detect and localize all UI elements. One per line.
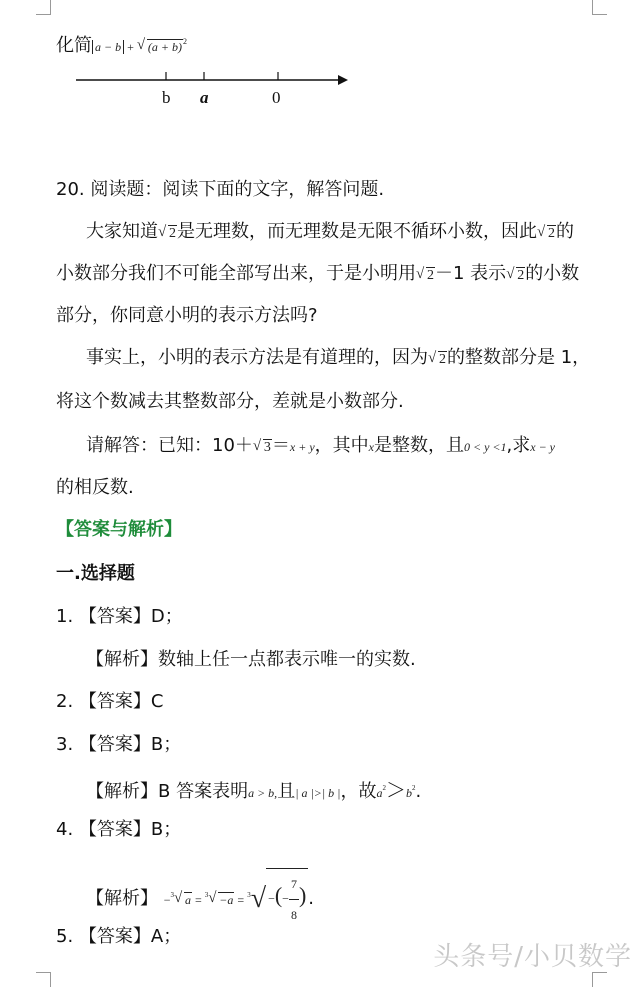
q20-para-5: 将这个数减去其整数部分，差就是小数部分. bbox=[56, 391, 404, 412]
q19-sqrt: √ (a + b) bbox=[136, 37, 182, 54]
q20-p6-d: 是整数，且 bbox=[373, 435, 464, 456]
a3-gt: ＞ bbox=[385, 778, 406, 802]
q20-p6-c: ，其中 bbox=[314, 435, 369, 456]
q20-title: 20. 阅读题：阅读下面的文字，解答问题. bbox=[56, 179, 385, 200]
a4-radicand-1: a bbox=[185, 893, 192, 907]
number-line-label-b: b bbox=[162, 88, 171, 107]
q20-p6-range: 0 < y <1 bbox=[463, 440, 507, 454]
a3-end: . bbox=[415, 781, 422, 802]
a4-fraction-num: 7 bbox=[289, 869, 299, 900]
sqrt2-radicand: 2 bbox=[439, 352, 446, 367]
sqrt2-radicand: 2 bbox=[427, 268, 434, 283]
answer-4: 4. 【答案】B； bbox=[56, 819, 182, 840]
a4-radicand-2: −a bbox=[219, 893, 234, 907]
sqrt2-radicand: 2 bbox=[169, 226, 176, 241]
a4-exp: 【解析】 bbox=[86, 888, 158, 909]
corner-mark-bottom-right bbox=[592, 972, 607, 987]
answer-4-explanation bbox=[86, 868, 314, 930]
a4-big-root: √ bbox=[250, 883, 267, 914]
q20-p1-c: 的 bbox=[556, 221, 574, 242]
sqrt2-symbol: √ 2 bbox=[506, 266, 525, 283]
q19-prefix: 化简 bbox=[56, 35, 92, 56]
a4-fraction bbox=[289, 869, 299, 930]
answer-2: 2. 【答案】C bbox=[56, 691, 164, 712]
sqrt2-symbol: √ 2 bbox=[158, 224, 176, 241]
sqrt2-radicand: 2 bbox=[517, 268, 525, 283]
a4-fraction-den: 8 bbox=[290, 908, 297, 922]
a4-index: 3 bbox=[170, 891, 175, 899]
a3-exp-b: 且 bbox=[277, 781, 296, 802]
a4-eq-2: = bbox=[234, 893, 248, 907]
number-line-label-a: a bbox=[200, 88, 209, 107]
a3-b2: b bbox=[405, 786, 412, 800]
a3-abs: | a |>| b | bbox=[295, 786, 341, 800]
q20-p6-xy: x + y bbox=[289, 440, 315, 454]
q19-abs bbox=[92, 40, 124, 54]
answer-3-explanation bbox=[86, 776, 421, 805]
sqrt3-symbol: √ 3 bbox=[252, 438, 271, 455]
q20-p4-a: 事实上，小明的表示方法是有道理的，因为 bbox=[86, 347, 428, 368]
a4-cuberoot-1: √ a bbox=[174, 890, 192, 907]
sqrt2-symbol: √ 2 bbox=[416, 266, 434, 283]
q20-para-7: 的相反数. bbox=[56, 477, 134, 498]
q20-p6-e: ,求 bbox=[506, 435, 531, 456]
q19-line bbox=[56, 30, 187, 59]
q20-p6-xmy: x − y bbox=[530, 440, 555, 454]
number-line-arrow bbox=[338, 75, 348, 85]
watermark: 头条号/小贝数学 bbox=[433, 942, 632, 972]
q20-para-4 bbox=[86, 346, 590, 372]
q19-sqrt-content: (a + b) bbox=[147, 40, 182, 54]
corner-mark-top-right bbox=[592, 0, 607, 15]
a4-index: 3 bbox=[204, 891, 209, 899]
answer-1: 1. 【答案】D； bbox=[56, 606, 183, 627]
corner-mark-top-left bbox=[36, 0, 51, 15]
section-heading: 一.选择题 bbox=[56, 563, 135, 584]
q20-p2-b: －1 表示 bbox=[435, 263, 507, 284]
a4-eq-1: = bbox=[192, 893, 205, 907]
a3-b2-exp: 2 bbox=[411, 784, 416, 792]
sqrt2-symbol: √ 2 bbox=[537, 224, 555, 241]
q20-p6-b: ＝ bbox=[271, 435, 290, 456]
number-line-label-0: 0 bbox=[272, 88, 281, 107]
q20-para-1 bbox=[86, 220, 574, 246]
sqrt2-symbol: √ 2 bbox=[428, 350, 446, 367]
a4-cuberoot-2: √ −a bbox=[208, 890, 234, 907]
a4-minus: − bbox=[163, 893, 171, 907]
answer-5: 5. 【答案】A； bbox=[56, 926, 182, 947]
answer-3: 3. 【答案】B； bbox=[56, 734, 182, 755]
answers-heading: 【答案与解析】 bbox=[56, 519, 182, 540]
a3-exp-a: 【解析】B 答案表明 bbox=[86, 781, 249, 802]
corner-mark-bottom-left bbox=[36, 972, 51, 987]
q19-plus: + bbox=[124, 40, 137, 54]
a4-end: . bbox=[308, 888, 315, 909]
a4-index: 3 bbox=[247, 891, 251, 899]
a4-big-root-body: −(− $\frac{7}{8}$ ) bbox=[266, 868, 308, 930]
sqrt2-radicand: 2 bbox=[548, 226, 555, 241]
a3-exp-c: ，故 bbox=[340, 781, 377, 802]
q20-p4-b: 的整数部分是 1， bbox=[447, 347, 591, 368]
q20-p6-x: x bbox=[368, 440, 374, 454]
q20-p1-b: 是无理数，而无理数是无限不循环小数，因此 bbox=[177, 221, 537, 242]
a3-a2-exp: 2 bbox=[382, 784, 386, 792]
q19-exponent: 2 bbox=[182, 37, 187, 46]
answer-1-explanation: 【解析】数轴上任一点都表示唯一的实数. bbox=[86, 649, 416, 670]
q20-para-3: 部分，你同意小明的表示方法吗? bbox=[56, 305, 318, 326]
q20-para-2 bbox=[56, 262, 579, 288]
q20-p1-a: 大家知道 bbox=[86, 221, 158, 242]
a3-a2: a bbox=[376, 786, 383, 800]
q20-p2-c: 的小数 bbox=[525, 263, 580, 284]
q19-abs-content: a − b bbox=[95, 40, 122, 54]
q20-p6-a: 请解答：已知：10＋ bbox=[86, 435, 253, 456]
q20-p2-a: 小数部分我们不可能全部写出来，于是小明用 bbox=[56, 263, 416, 284]
q20-para-6 bbox=[86, 434, 555, 460]
sqrt3-radicand: 3 bbox=[263, 440, 271, 455]
a3-cond: a > b, bbox=[248, 786, 278, 800]
